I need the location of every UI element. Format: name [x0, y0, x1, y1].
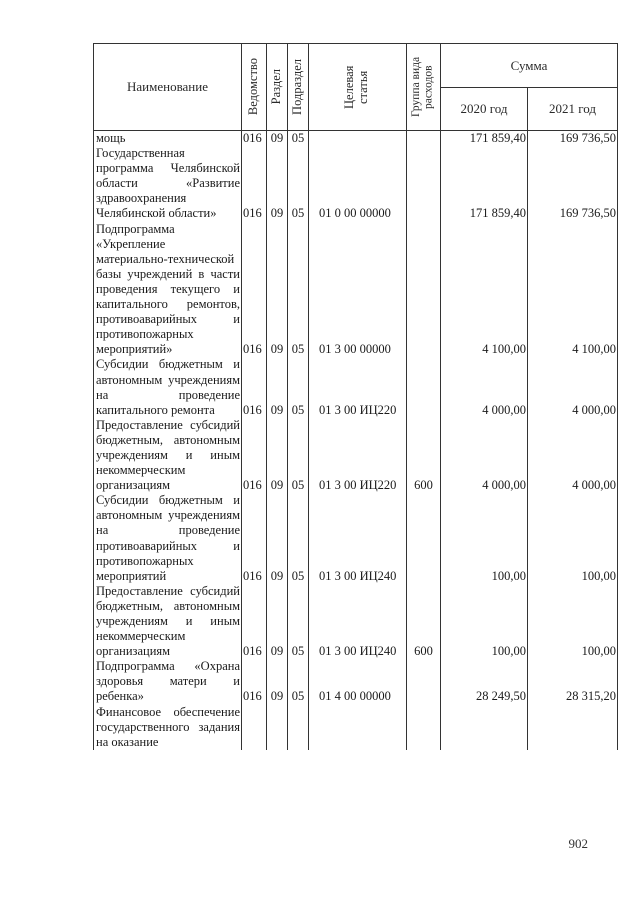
row-gruppa: 600 — [407, 584, 441, 659]
row-name: Предоставление субсидий бюджетным, автономным учреждениям и иным некоммерческим организациям — [94, 418, 242, 493]
row-sum-2020 — [441, 705, 528, 750]
row-gruppa — [407, 659, 441, 704]
row-sum-2020: 100,00 — [441, 493, 528, 584]
table-row — [94, 146, 618, 221]
row-podrazdel: 05 — [288, 357, 309, 417]
page-number: 902 — [568, 836, 588, 851]
row-gruppa — [407, 222, 441, 358]
row-razdel: 09 — [267, 418, 288, 493]
row-name: Субсидии бюджетным и автономным учреждениям на проведение капитального ремонта — [94, 357, 242, 417]
table-row — [94, 659, 618, 704]
row-razdel: 09 — [267, 493, 288, 584]
table-row — [94, 584, 618, 659]
row-celevaya — [309, 131, 407, 147]
row-podrazdel: 05 — [288, 659, 309, 704]
row-celevaya: 01 3 00 00000 — [309, 222, 407, 358]
table-row — [94, 357, 618, 417]
header-razdel: Раздел — [267, 44, 288, 131]
table-row — [94, 493, 618, 584]
row-celevaya: 01 3 00 ИЦ220 — [309, 357, 407, 417]
row-sum-2021: 28 315,20 — [528, 659, 618, 704]
header-ved: Ведомство — [242, 44, 267, 131]
row-sum-2021: 100,00 — [528, 584, 618, 659]
table-body — [94, 131, 618, 750]
row-celevaya: 01 3 00 ИЦ220 — [309, 418, 407, 493]
row-ved: 016 — [242, 659, 267, 704]
row-celevaya: 01 4 00 00000 — [309, 659, 407, 704]
row-celevaya: 01 3 00 ИЦ240 — [309, 493, 407, 584]
row-name: Финансовое обеспечение государственного задания на оказание — [94, 705, 242, 750]
budget-table — [93, 43, 618, 750]
row-gruppa — [407, 131, 441, 147]
row-podrazdel: 05 — [288, 493, 309, 584]
row-sum-2021: 169 736,50 — [528, 131, 618, 147]
row-ved: 016 — [242, 584, 267, 659]
row-gruppa — [407, 357, 441, 417]
row-sum-2020: 4 000,00 — [441, 357, 528, 417]
row-razdel — [267, 705, 288, 750]
row-celevaya: 01 0 00 00000 — [309, 146, 407, 221]
row-podrazdel: 05 — [288, 584, 309, 659]
row-gruppa: 600 — [407, 418, 441, 493]
table-header — [94, 44, 618, 131]
row-ved: 016 — [242, 418, 267, 493]
row-podrazdel — [288, 705, 309, 750]
header-year-2020: 2020 год — [441, 88, 528, 131]
header-summa: Сумма — [441, 44, 618, 88]
row-sum-2021: 169 736,50 — [528, 146, 618, 221]
row-sum-2020: 171 859,40 — [441, 131, 528, 147]
header-year-2021: 2021 год — [528, 88, 618, 131]
row-ved: 016 — [242, 146, 267, 221]
row-razdel: 09 — [267, 659, 288, 704]
table-row — [94, 705, 618, 750]
row-razdel: 09 — [267, 357, 288, 417]
row-razdel: 09 — [267, 584, 288, 659]
header-gruppa: Группа вида расходов — [407, 44, 441, 131]
row-podrazdel: 05 — [288, 222, 309, 358]
row-gruppa — [407, 493, 441, 584]
row-gruppa — [407, 705, 441, 750]
row-podrazdel: 05 — [288, 146, 309, 221]
row-ved: 016 — [242, 222, 267, 358]
row-gruppa — [407, 146, 441, 221]
row-name: Предоставление субсидий бюджетным, автономным учреждениям и иным некоммерческим организациям — [94, 584, 242, 659]
row-name: Подпрограмма «Охрана здоровья матери и ребенка» — [94, 659, 242, 704]
row-sum-2020: 4 100,00 — [441, 222, 528, 358]
row-name: Государственная программа Челябинской области «Развитие здравоохранения Челябинской области» — [94, 146, 242, 221]
row-sum-2020: 4 000,00 — [441, 418, 528, 493]
row-podrazdel: 05 — [288, 131, 309, 147]
header-celevaya: Целевая статья — [309, 44, 407, 131]
row-sum-2021: 100,00 — [528, 493, 618, 584]
table-row — [94, 418, 618, 493]
row-name: мощь — [94, 131, 242, 147]
table-row — [94, 131, 618, 147]
row-sum-2021: 4 000,00 — [528, 418, 618, 493]
row-razdel: 09 — [267, 146, 288, 221]
row-ved: 016 — [242, 493, 267, 584]
row-name: Субсидии бюджетным и автономным учреждениям на проведение противоаварийных и противопожарных мероприятий — [94, 493, 242, 584]
row-ved — [242, 705, 267, 750]
header-name: Наименование — [94, 44, 242, 131]
row-podrazdel: 05 — [288, 418, 309, 493]
header-podrazdel: Подраздел — [288, 44, 309, 131]
row-ved: 016 — [242, 131, 267, 147]
row-sum-2020: 171 859,40 — [441, 146, 528, 221]
row-sum-2020: 100,00 — [441, 584, 528, 659]
row-sum-2021: 4 000,00 — [528, 357, 618, 417]
row-ved: 016 — [242, 357, 267, 417]
row-sum-2020: 28 249,50 — [441, 659, 528, 704]
row-sum-2021 — [528, 705, 618, 750]
row-sum-2021: 4 100,00 — [528, 222, 618, 358]
row-celevaya — [309, 705, 407, 750]
row-celevaya: 01 3 00 ИЦ240 — [309, 584, 407, 659]
table-row — [94, 222, 618, 358]
row-razdel: 09 — [267, 222, 288, 358]
row-razdel: 09 — [267, 131, 288, 147]
row-name: Подпрограмма «Укрепление материально-технической базы учреждений в части проведения текущего и капитального ремонтов, противоаварийных и противопожарных мероприятий» — [94, 222, 242, 358]
